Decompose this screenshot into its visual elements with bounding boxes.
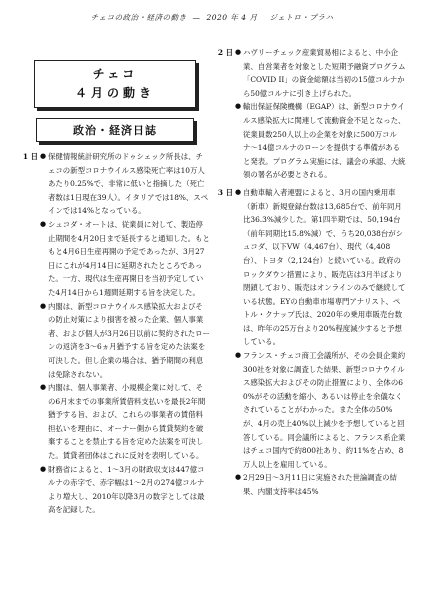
list-item: ● 財務省によると、1〜3月の財政収支は447億コルナの赤字で、赤字幅は1〜2月の274億コルナより増大し、2010年以降3月の数字としては最高を記録した。: [40, 463, 210, 517]
left-column: [20, 46, 210, 592]
entry-day-3: [215, 186, 407, 499]
list-item: ● ハヴリーチェック産業貿易相によると、中小企業、自営業者を対象とした短期予融資プログラム「COVID II」の資金総額は当初の15億コルナから50億コルナに引き上げられた。: [235, 46, 407, 100]
page-title-line1: チェコ: [92, 67, 138, 81]
bullet-icon: ●: [40, 301, 47, 310]
bullet-icon: ●: [235, 187, 242, 196]
list-item: ● 内閣は、新型コロナウイルス感染拡大およびその防止対策により損害を被った企業、個人事業者、および個人が3月26日以前に契約されたローンの返済を3〜6ヵ月猶予する旨を定めた法案を可決した。但し企業の場合は、猶予期間の利息は免除されない。: [40, 300, 210, 382]
section-title: 政治・経済日誌: [36, 118, 194, 142]
bullet-icon: ●: [235, 473, 242, 482]
bullet-icon: ●: [40, 152, 47, 160]
list-item: ● 内閣は、個人事業者、小規模企業に対して、その6月末までの事業所賃借料支払いを最長2年間猶予する旨、および、これらの事業者の賃借料担払いを理由に、オーナー側から賃貸契約を破棄することを禁止する旨を定めた法案を可決した。賃貸者団体はこれに反対を表明している。: [40, 381, 210, 463]
list-item: ● 保健情報統計研究所のドゥシェック所長は、チェコの新型コロナウイルス感染死亡率は10万人あたり0.25%で、非常に低いと指摘した（死亡者数は1日現在39人）。イタリアでは18%、スペインでは14%となっている。: [40, 150, 210, 218]
entry-date: 3 日: [217, 187, 233, 197]
bullet-icon: ●: [235, 351, 242, 360]
bullet-icon: ●: [40, 219, 47, 228]
header-date: 2020 年 4 月: [206, 13, 258, 22]
bullet-icon: ●: [235, 102, 242, 111]
running-header: チェコの政治・経済の動き — 2020 年 4 月 ジェトロ・プラハ: [90, 13, 334, 22]
entry-day-1: [20, 150, 210, 517]
bullet-icon: ●: [40, 464, 47, 473]
entry-date: 1 日: [22, 152, 38, 161]
entry-date: 2 日: [217, 48, 233, 57]
list-item: ● フランス・チェコ商工会議所が、その会員企業約300社を対象に調査した結果、新型コロナウイルス感染拡大およびその防止措置により、全体の60%がその活動を縮小、あるいは停止を余儀なくされていることがわかった。また全体の50%が、4月の売上40%以上減少を予想していると回答している。同会議所によると、フランス系企業はチェコ国内で約800社あり、約11%を占め、8万人以上を雇用している。: [235, 349, 407, 471]
page-title-box: [34, 60, 196, 108]
right-column: [215, 46, 407, 592]
bullet-icon: ●: [235, 48, 242, 56]
list-item: ● 2月29日〜3月11日に実施された世論調査の結果、内閣支持率は45%: [235, 471, 407, 498]
list-item: ● シュコダ・オートは、従業員に対して、製造停止期間を4月20日まで延長すると通知した。もともと4月6日生産再開の予定であったが、3月27日にこれが4月14日に延期されたところであった。一方、現代は生産再開日を当初予定していた4月14日から1週間延期する旨を決定した。: [40, 218, 210, 300]
header-title: チェコの政治・経済の動き: [90, 13, 187, 22]
list-item: ● 自動車輸入者連盟によると、3月の国内乗用車（新車）新規登録台数は13,685台で、前年同月比36.3%減少した。第1四半期では、50,194台（前年同期比15.8%減）で、うち20,038台がシュコダ、以下VW（4,467台）、現代（4,408台）、トヨタ（2,124台）と続いている。政府のロックダウン措置により、販売店は3月半ばより閉鎖しており、販売はオンラインのみで継続している状態。EYの自動車市場専門アナリスト、ペトル・クナップ氏は、2020年の乗用車販売台数は、昨年の25万台より20%程度減少すると予想している。: [235, 186, 407, 349]
bullet-icon: ●: [40, 383, 47, 392]
page-title-line2: ４月の動き: [74, 86, 155, 100]
list-item: ● 輸出保証保険機構（EGAP）は、新型コロナウイルス感染拡大に関連して流動資金不足となった、従業員数250人以上の企業を対象に500万コルナ〜14億コルナのローンを提供する準備があると発表。プログラム実施には、議会の承認、大統領の署名が必要とされる。: [235, 100, 407, 182]
entry-day-2: [215, 46, 407, 182]
header-author: ジェトロ・プラハ: [269, 13, 334, 22]
